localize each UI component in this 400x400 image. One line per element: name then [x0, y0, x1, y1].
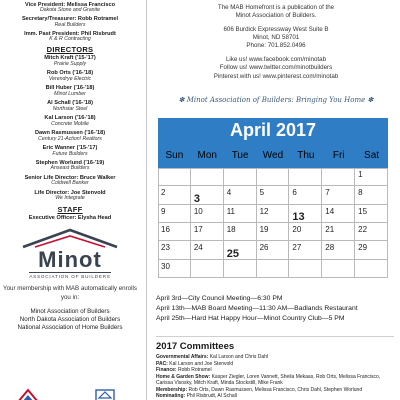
calendar-day-cell: 1 [355, 168, 388, 186]
calendar-day-cell [158, 168, 191, 186]
director-name: Dawn Rasmussen ('16-'18) [34, 130, 106, 137]
calendar-day-cell [257, 168, 290, 186]
logo-word: Minot [38, 247, 102, 273]
director-name: Bill Huber ('16-'18) [45, 85, 95, 92]
org-name: Minot Association of Builders [30, 307, 110, 315]
house-roof-icon [15, 227, 125, 249]
weekday-label: Sat [364, 150, 380, 161]
committee-label: Membership: [156, 386, 188, 393]
tagline [152, 96, 400, 108]
calendar-day-cell [224, 260, 257, 278]
director-entry [0, 175, 140, 187]
officer-entry [0, 2, 140, 14]
org-name: National Association of Home Builders [17, 323, 123, 331]
calendar-day-cell: 13 [289, 205, 322, 223]
main-column [152, 0, 400, 400]
committee-label: Nominating: [156, 393, 186, 399]
calendar-day-cell: 9 [158, 205, 191, 223]
section-divider [156, 336, 394, 337]
calendar-day-cell: 28 [322, 241, 355, 259]
calendar-day-cell [191, 260, 224, 278]
committees-title: 2017 Committees [156, 341, 235, 352]
april-calendar [158, 118, 388, 278]
committee-label: Finance: [156, 367, 177, 373]
calendar-day-cell: 27 [289, 241, 322, 259]
officer-company: K & R Contracting [49, 36, 91, 43]
director-name: Stephen Worlund ('16-'19) [35, 160, 105, 167]
sidebar-directory [0, 0, 140, 400]
calendar-day-cell: 25 [224, 241, 257, 259]
calendar-day-cell: 5 [257, 186, 290, 204]
weekday-label: Fri [332, 150, 345, 161]
event-item: April 3rd—City Council Meeting—6:30 PM [156, 295, 283, 302]
calendar-day-cell [289, 168, 322, 186]
officer-title: Secretary/Treasurer: Robb Rotramel [21, 16, 119, 23]
directors-heading: DIRECTORS [46, 45, 94, 55]
calendar-day-cell: 11 [224, 205, 257, 223]
committee-item [156, 374, 396, 387]
director-name: Senior Life Director: Bruce Walker [24, 175, 116, 182]
star-icon: ✽ [367, 96, 374, 104]
weekday-label: Tue [231, 150, 249, 161]
calendar-day-cell: 7 [322, 186, 355, 204]
calendar-day-cell [257, 260, 290, 278]
publication-info [152, 4, 400, 81]
membership-text: Your membership with MAB automatically enrolls you in: [3, 285, 137, 301]
calendar-day-cell: 20 [289, 223, 322, 241]
minot-logo [15, 227, 125, 279]
calendar-day-cell: 29 [355, 241, 388, 259]
pub-address-1: 606 Burdick Expressway West Suite B [223, 25, 329, 33]
calendar-day-cell: 8 [355, 186, 388, 204]
event-item: April 13th—MAB Board Meeting—11:30 AM—Badlands Restaurant [156, 305, 358, 313]
director-name: Mitch Kraft ('15-'17) [44, 55, 96, 62]
affiliate-logos-icon [0, 386, 140, 400]
officer-company: Real Builders [54, 21, 86, 28]
officer-entry [0, 16, 140, 28]
committee-names: Rob Orts, Dawn Rasmussen, Melissa Francisco, Chris Dahl, Stephen Worlund [188, 386, 363, 393]
director-company: Anseast Builders [50, 165, 90, 172]
calendar-title: April 2017 [229, 120, 317, 140]
director-company: Northstar Steel [52, 105, 88, 112]
director-company: Prairie Supply [53, 60, 87, 67]
calendar-day-cell: 30 [158, 260, 191, 278]
officer-entry [0, 31, 140, 43]
staff-line: Executive Officer: Elysha Head [28, 215, 112, 222]
calendar-day-cell: 10 [191, 205, 224, 223]
director-company: We Integrate [55, 195, 85, 202]
officer-title: Vice President: Melissa Francisco [24, 2, 116, 8]
calendar-day-cell: 26 [257, 241, 290, 259]
event-list [156, 294, 396, 325]
director-entry [0, 55, 140, 67]
calendar-day-cell: 2 [158, 186, 191, 204]
calendar-day-cell: 15 [355, 205, 388, 223]
pub-phone: Phone: 701.852.0496 [246, 42, 306, 50]
committee-names: Phil Risbrudt, Al Schall [186, 393, 237, 399]
director-company: Future Builders [52, 150, 88, 157]
director-entry [0, 115, 140, 127]
director-company: Concrete Mobile [51, 120, 89, 127]
calendar-day-cell [289, 260, 322, 278]
calendar-day-cell [191, 168, 224, 186]
pub-line-1: The MAB Homefront is a publication of the [217, 4, 335, 11]
calendar-day-cell: 18 [224, 223, 257, 241]
calendar-day-cell: 17 [191, 223, 224, 241]
calendar-day-cell: 3 [191, 186, 224, 204]
committee-list [156, 354, 396, 400]
director-entry [0, 130, 140, 142]
director-entry [0, 145, 140, 157]
director-entry [0, 160, 140, 172]
director-company: Minot Lumber [54, 90, 86, 97]
weekday-label: Wed [262, 150, 284, 161]
director-company: Century 21-Action! Realtors [38, 135, 102, 142]
director-name: Al Schall ('16-'18) [47, 100, 93, 107]
star-icon: ✽ [178, 96, 185, 104]
director-name: Rob Orts ('16-'18) [46, 70, 94, 77]
committee-names: Kal Larson and Chris Dahl [209, 354, 269, 360]
committee-names: Kasper Ziegler, Loren Vannett, Sheila Mekaas, Rob Orts, Melissa Francisco, Carissa Visosky, Mitch Kraft, Minda Stockstill, Mike Frank [156, 373, 381, 386]
director-entry [0, 190, 140, 202]
pub-address-2: Minot, ND 58701 [252, 34, 300, 42]
director-company: Verendrye Electric [48, 75, 92, 82]
pinterest-link[interactable]: Pinterest with us! www.pinterest.com/minotab [213, 72, 339, 80]
weekday-label: Thu [297, 150, 315, 161]
facebook-link[interactable]: Like us! www.facebook.com/minotab [225, 55, 327, 63]
calendar-day-cell: 4 [224, 186, 257, 204]
tagline-text: Minot Association of Builders: Bringing You Home [186, 96, 366, 104]
weekday-label: Mon [197, 150, 217, 161]
officer-title: Imm. Past President: Phil Risbrudt [24, 30, 116, 37]
committee-names: Robb Rotramel [177, 367, 212, 373]
event-item: April 25th—Hard Hat Happy Hour—Minot Country Club—5 PM [156, 315, 345, 323]
committee-label: Governmental Affairs: [156, 354, 209, 360]
twitter-link[interactable]: Follow us! www.twitter.com/minotbuilders [219, 64, 333, 72]
weekday-label: Sun [165, 150, 184, 161]
director-entry [0, 70, 140, 82]
calendar-day-cell: 21 [322, 223, 355, 241]
calendar-day-cell: 22 [355, 223, 388, 241]
calendar-day-cell [322, 168, 355, 186]
committee-item [156, 393, 396, 400]
committee-names: Kal Larson and Joe Stenvold [169, 360, 234, 367]
director-entry [0, 85, 140, 97]
director-list [0, 55, 140, 202]
director-name: Eric Wanner ('15-'17) [42, 145, 98, 152]
pub-line-2: Minot Association of Builders. [235, 12, 317, 20]
calendar-day-cell [224, 168, 257, 186]
column-divider [146, 0, 147, 400]
calendar-day-cell: 16 [158, 223, 191, 241]
director-entry [0, 100, 140, 112]
calendar-grid [158, 168, 388, 278]
calendar-day-cell: 14 [322, 205, 355, 223]
calendar-day-cell [355, 260, 388, 278]
calendar-day-cell: 12 [257, 205, 290, 223]
officer-list [0, 2, 140, 43]
logo-sub: ASSOCIATION OF BUILDERS [29, 274, 111, 280]
calendar-day-cell: 24 [191, 241, 224, 259]
calendar-day-cell: 23 [158, 241, 191, 259]
staff-heading: STAFF [57, 205, 83, 215]
org-name: North Dakota Association of Builders [19, 315, 121, 323]
committee-label: Home & Garden Show: [156, 373, 211, 380]
committee-label: PAC: [156, 360, 168, 367]
director-company: Coldwell Banker [51, 180, 89, 187]
calendar-day-cell [322, 260, 355, 278]
calendar-day-cell: 19 [257, 223, 290, 241]
director-name: Life Director: Joe Stenvold [34, 190, 106, 197]
calendar-day-cell: 6 [289, 186, 322, 204]
officer-company: Dakota Stone and Granite [40, 7, 100, 14]
org-list [0, 308, 140, 332]
director-name: Kal Larson ('16-'18) [44, 115, 96, 122]
